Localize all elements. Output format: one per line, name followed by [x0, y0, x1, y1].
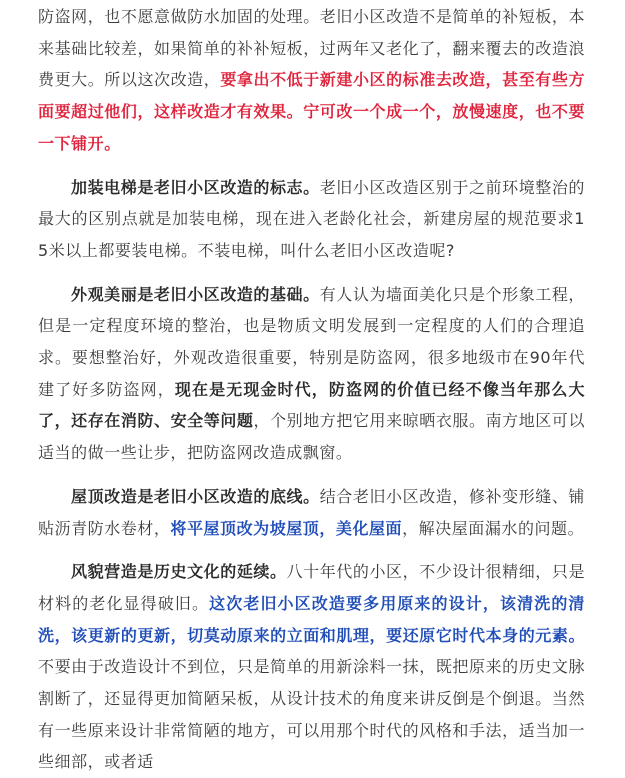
paragraph-roof [38, 481, 585, 544]
paragraph-lead-heading: 外观美丽是老旧小区改造的基础。 [71, 284, 320, 304]
paragraph-lead-heading: 加装电梯是老旧小区改造的标志。 [71, 177, 320, 197]
paragraph-elevator [38, 172, 585, 267]
paragraph-text: 结合老旧小区改造，修补变形缝、铺贴沥青防水卷材， [38, 486, 585, 538]
paragraph-text: 有人认为墙面美化只是个形象工程，但是一定程度环境的整治，也是物质文明发展到一定程度的人们的合理追求。要想整治好，外观改造很重要，特别是防盗网，很多地级市在90年代建了好多防盗网， [38, 284, 585, 399]
paragraph-text: 老旧小区改造区别于之前环境整治的最大的区别点就是加装电梯，现在进入老龄化社会，新建房屋的规范要求15米以上都要装电梯。不装电梯，叫什么老旧小区改造呢? [38, 177, 585, 260]
paragraph-standards [38, 1, 585, 160]
paragraph-text: 不要由于改造设计不到位，只是简单的用新涂料一抹，既把原来的历史文脉割断了，还显得更加简陋呆板，从设计技术的角度来讲反倒是个倒退。当然有一些原来设计非常简陋的地方，可以用那个时代的风格和手法，适当加一些细部，或者适 [38, 657, 585, 772]
blue-highlight-text: 将平屋顶改为坡屋顶，美化屋面 [170, 518, 403, 538]
paragraph-text: 八十年代的小区，不少设计很精细，只是材料的老化显得破旧。 [38, 562, 585, 613]
paragraph-text: ，解决屋面漏水的问题。 [402, 518, 585, 538]
paragraph-text: 防盗网，也不愿意做防水加固的处理。老旧小区改造不是简单的补短板，本来基础比较差，如果简单的补补短板，过两年又老化了，翻来覆去的改造浪费更大。所以这次改造， [38, 7, 585, 90]
paragraph-heritage [38, 556, 585, 778]
red-highlight-text: 要拿出不低于新建小区的标准去改造，甚至有些方面要超过他们，这样改造才有效果。宁可改一个成一个，放慢速度，也不要一下铺开。 [38, 70, 585, 153]
bold-emphasis-text: 现在是无现金时代，防盗网的价值已经不像当年那么大了，还存在消防、安全等问题 [38, 379, 585, 431]
paragraph-lead-heading: 风貌营造是历史文化的延续。 [71, 562, 287, 582]
paragraph-lead-heading: 屋顶改造是老旧小区改造的底线。 [71, 486, 320, 506]
paragraph-text: ，个别地方把它用来晾晒衣服。南方地区可以适当的做一些让步，把防盗网改造成飘窗。 [38, 411, 585, 463]
blue-highlight-text: 这次老旧小区改造要多用原来的设计，该清洗的清洗，该更新的更新，切莫动原来的立面和肌理，要还原它时代本身的元素。 [38, 593, 585, 645]
paragraph-exterior [38, 279, 585, 469]
